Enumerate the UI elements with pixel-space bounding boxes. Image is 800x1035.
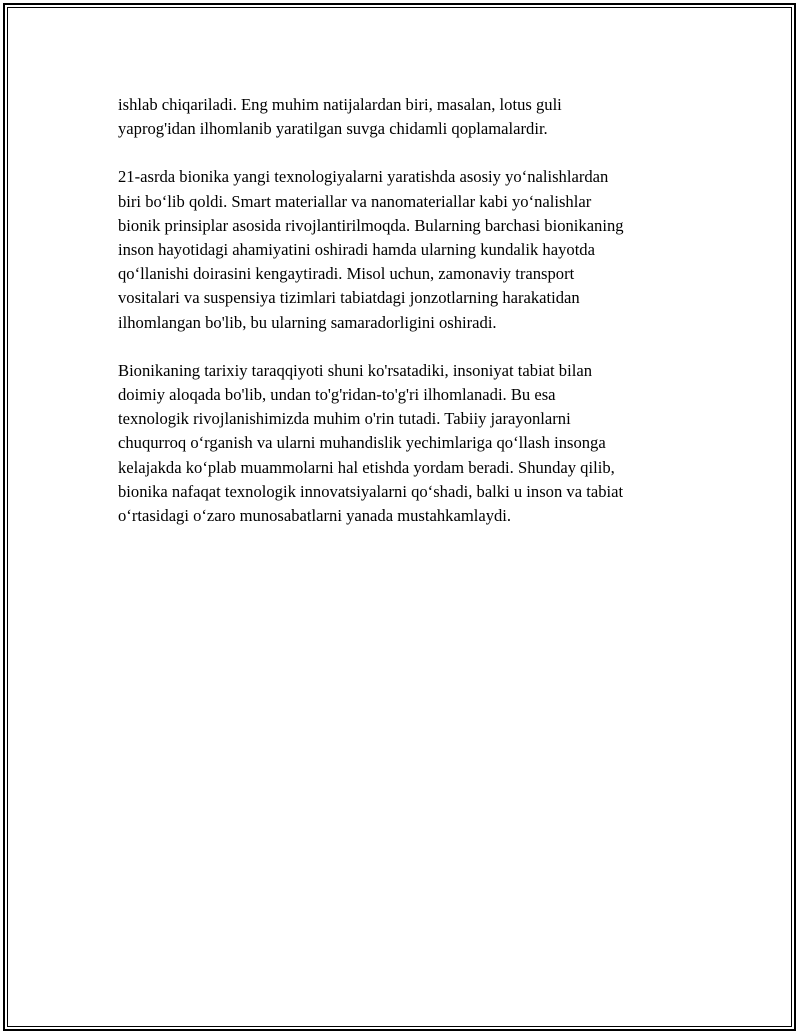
text-line: kelajakda ko‘plab muammolarni hal etishda yordam beradi. Shunday qilib, [118,457,615,477]
text-line: ishlab chiqariladi. Eng muhim natijalardan biri, masalan, lotus guli [118,95,562,114]
document-body [118,93,693,552]
text-line: yaprog'idan ilhomlanib yaratilgan suvga chidamli qoplamalardir. [118,119,548,139]
text-line: Bionikaning tarixiy taraqqiyoti shuni ko'rsatadiki, insoniyat tabiat bilan [118,360,592,380]
text-line: ilhomlangan bo'lib, bu ularning samaradorligini oshiradi. [118,312,497,332]
paragraph-2 [118,165,693,334]
text-line: 21-asrda bionika yangi texnologiyalarni yaratishda asosiy yo‘nalishlardan [118,167,609,187]
text-line: bionika nafaqat texnologik innovatsiyalarni qo‘shadi, balki u inson va tabiat [118,481,624,501]
text-line: inson hayotidagi ahamiyatini oshiradi hamda ularning kundalik hayotda [118,240,595,260]
paragraph-3 [118,359,693,528]
text-line: bionik prinsiplar asosida rivojlantirilmoqda. Bularning barchasi bionikaning [118,215,624,235]
text-line: doimiy aloqada bo'lib, undan to'g'ridan-to'g'ri ilhomlanadi. Bu esa [118,385,556,405]
text-line: biri bo‘lib qoldi. Smart materiallar va nanomateriallar kabi yo‘nalishlar [118,191,592,211]
paragraph-1 [118,93,693,141]
text-line: vositalari va suspensiya tizimlari tabiatdagi jonzotlarning harakatidan [118,288,580,308]
text-line: qo‘llanishi doirasini kengaytiradi. Misol uchun, zamonaviy transport [118,264,575,284]
text-line: texnologik rivojlanishimizda muhim o'rin tutadi. Tabiiy jarayonlarni [118,409,571,429]
text-line: o‘rtasidagi o‘zaro munosabatlarni yanada mustahkamlaydi. [118,506,512,526]
text-line: chuqurroq o‘rganish va ularni muhandislik yechimlariga qo‘llash insonga [118,433,606,453]
